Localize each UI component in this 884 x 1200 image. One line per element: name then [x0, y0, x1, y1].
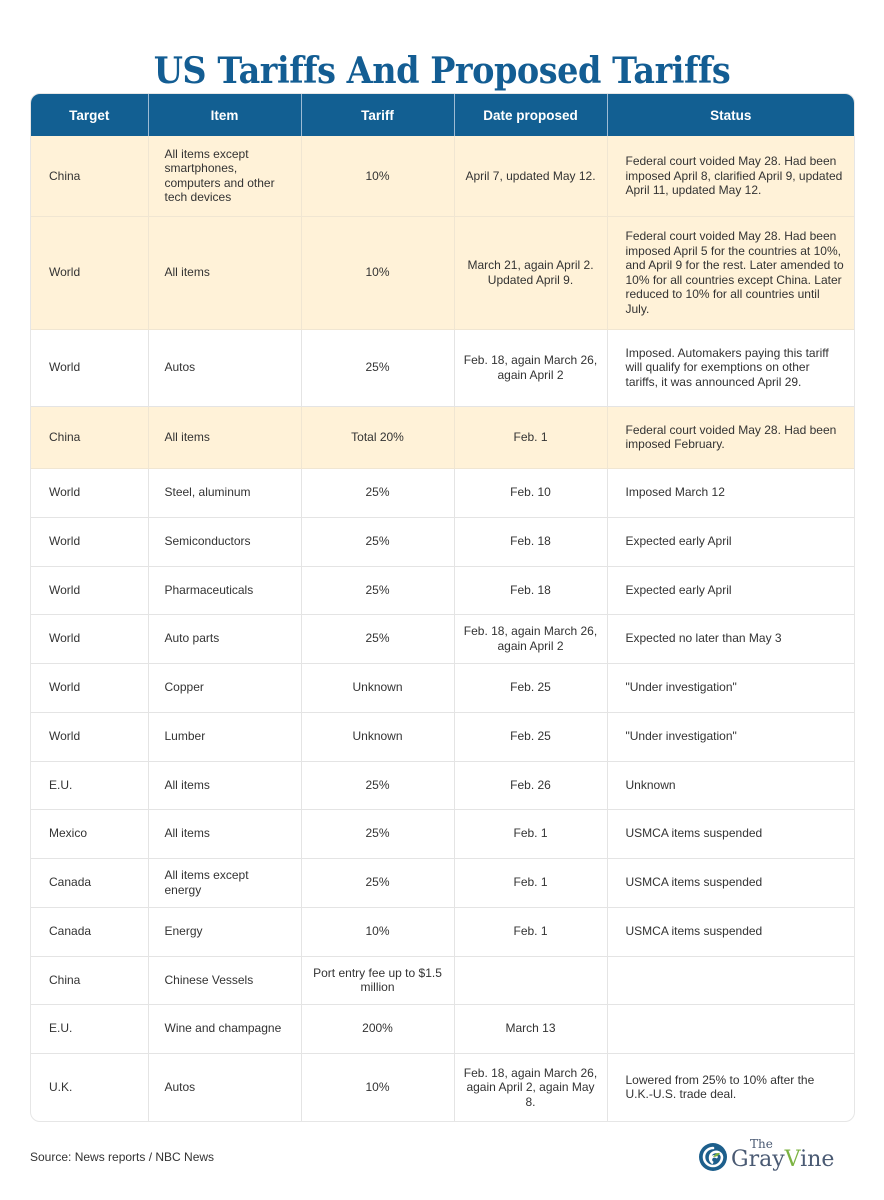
cell-target: China	[31, 956, 148, 1004]
cell-status: Federal court voided May 28. Had been imposed April 8, clarified April 9, updated April 11, updated May 12.	[607, 136, 854, 216]
cell-status: Imposed. Automakers paying this tariff will qualify for exemptions on other tariffs, it was announced April 29.	[607, 329, 854, 406]
cell-target: World	[31, 329, 148, 406]
cell-date-proposed: Feb. 18, again March 26, again April 2	[454, 614, 607, 663]
table-row	[31, 1004, 854, 1053]
cell-tariff: Unknown	[301, 663, 454, 712]
cell-tariff: 25%	[301, 614, 454, 663]
cell-item: Autos	[148, 1053, 301, 1121]
cell-date-proposed: Feb. 1	[454, 406, 607, 468]
cell-date-proposed: April 7, updated May 12.	[454, 136, 607, 216]
cell-item: Energy	[148, 907, 301, 956]
cell-target: Mexico	[31, 809, 148, 858]
cell-date-proposed: Feb. 18, again March 26, again April 2, again May 8.	[454, 1053, 607, 1121]
cell-target: Canada	[31, 907, 148, 956]
cell-status: Unknown	[607, 761, 854, 809]
cell-date-proposed: Feb. 1	[454, 907, 607, 956]
logo-name	[731, 1147, 834, 1172]
cell-status: "Under investigation"	[607, 663, 854, 712]
column-header-status: Status	[607, 94, 854, 136]
cell-tariff: 200%	[301, 1004, 454, 1053]
cell-status: Expected early April	[607, 566, 854, 614]
table-row	[31, 406, 854, 468]
cell-tariff: 25%	[301, 517, 454, 566]
table-row	[31, 517, 854, 566]
cell-date-proposed: March 21, again April 2. Updated April 9.	[454, 216, 607, 329]
table-row	[31, 136, 854, 216]
table-row	[31, 1053, 854, 1121]
gray-vine-logo	[698, 1137, 858, 1177]
cell-target: China	[31, 406, 148, 468]
cell-item: Wine and champagne	[148, 1004, 301, 1053]
table-row	[31, 216, 854, 329]
tariffs-table	[30, 93, 855, 1122]
cell-target: E.U.	[31, 1004, 148, 1053]
logo-v: V	[784, 1147, 801, 1172]
cell-tariff: 10%	[301, 136, 454, 216]
cell-tariff: 25%	[301, 761, 454, 809]
cell-item: All items	[148, 406, 301, 468]
table-row	[31, 468, 854, 517]
cell-item: All items	[148, 809, 301, 858]
cell-date-proposed: Feb. 18, again March 26, again April 2	[454, 329, 607, 406]
cell-tariff: Port entry fee up to $1.5 million	[301, 956, 454, 1004]
page-title: US Tariffs And Proposed Tariffs	[153, 50, 731, 93]
logo-the: The	[750, 1137, 773, 1151]
cell-tariff: Total 20%	[301, 406, 454, 468]
cell-target: World	[31, 614, 148, 663]
cell-target: World	[31, 468, 148, 517]
table-row	[31, 956, 854, 1004]
cell-item: All items	[148, 216, 301, 329]
table-row	[31, 329, 854, 406]
column-header-target: Target	[31, 94, 148, 136]
cell-tariff: 10%	[301, 1053, 454, 1121]
cell-item: All items except energy	[148, 858, 301, 907]
cell-target: World	[31, 517, 148, 566]
cell-status: Imposed March 12	[607, 468, 854, 517]
table-row	[31, 907, 854, 956]
cell-status: Expected early April	[607, 517, 854, 566]
cell-status	[607, 956, 854, 1004]
cell-tariff: 25%	[301, 809, 454, 858]
cell-status: Federal court voided May 28. Had been imposed April 5 for the countries at 10%, and April 9 for the rest. Later amended to 10% for all countries except China. Later reduced to 10% for all countries until July.	[607, 216, 854, 329]
cell-date-proposed	[454, 956, 607, 1004]
cell-target: World	[31, 712, 148, 761]
cell-date-proposed: Feb. 18	[454, 517, 607, 566]
cell-date-proposed: Feb. 26	[454, 761, 607, 809]
cell-date-proposed: Feb. 1	[454, 809, 607, 858]
table-row	[31, 566, 854, 614]
table-row	[31, 663, 854, 712]
cell-tariff: 10%	[301, 216, 454, 329]
cell-date-proposed: Feb. 18	[454, 566, 607, 614]
table-row	[31, 858, 854, 907]
table-row	[31, 712, 854, 761]
cell-tariff: 25%	[301, 329, 454, 406]
cell-status	[607, 1004, 854, 1053]
logo-ine: ine	[800, 1147, 835, 1172]
cell-item: Auto parts	[148, 614, 301, 663]
table-row	[31, 809, 854, 858]
cell-target: World	[31, 566, 148, 614]
cell-target: China	[31, 136, 148, 216]
cell-date-proposed: March 13	[454, 1004, 607, 1053]
cell-status: USMCA items suspended	[607, 907, 854, 956]
column-header-tariff: Tariff	[301, 94, 454, 136]
cell-target: U.K.	[31, 1053, 148, 1121]
logo-gray: Gray	[731, 1147, 785, 1172]
cell-item: Autos	[148, 329, 301, 406]
cell-status: "Under investigation"	[607, 712, 854, 761]
cell-tariff: 25%	[301, 858, 454, 907]
table-row	[31, 761, 854, 809]
cell-date-proposed: Feb. 1	[454, 858, 607, 907]
cell-item: Pharmaceuticals	[148, 566, 301, 614]
column-header-item: Item	[148, 94, 301, 136]
cell-tariff: 10%	[301, 907, 454, 956]
cell-item: Semiconductors	[148, 517, 301, 566]
cell-status: Lowered from 25% to 10% after the U.K.-U.S. trade deal.	[625, 1072, 815, 1102]
cell-tariff: 25%	[301, 468, 454, 517]
cell-tariff: Unknown	[301, 712, 454, 761]
cell-item: All items except smartphones, computers and other tech devices	[148, 136, 301, 216]
cell-target: World	[31, 663, 148, 712]
cell-tariff: 25%	[301, 566, 454, 614]
cell-item: All items	[148, 761, 301, 809]
cell-target: Canada	[31, 858, 148, 907]
swirl-logo-icon	[698, 1142, 728, 1172]
cell-item: Lumber	[148, 712, 301, 761]
cell-status: Federal court voided May 28. Had been imposed February.	[607, 406, 854, 468]
source-note: Source: News reports / NBC News	[30, 1150, 215, 1164]
cell-status: USMCA items suspended	[607, 858, 854, 907]
table-row	[31, 614, 854, 663]
cell-date-proposed: Feb. 25	[454, 663, 607, 712]
cell-item: Steel, aluminum	[148, 468, 301, 517]
cell-item: Copper	[148, 663, 301, 712]
column-header-date-proposed: Date proposed	[454, 94, 607, 136]
cell-status: USMCA items suspended	[607, 809, 854, 858]
cell-target: E.U.	[31, 761, 148, 809]
cell-date-proposed: Feb. 25	[454, 712, 607, 761]
cell-target: World	[31, 216, 148, 329]
table-header-row	[31, 94, 854, 136]
cell-status: Expected no later than May 3	[607, 614, 854, 663]
cell-item: Chinese Vessels	[148, 956, 301, 1004]
cell-date-proposed: Feb. 10	[454, 468, 607, 517]
